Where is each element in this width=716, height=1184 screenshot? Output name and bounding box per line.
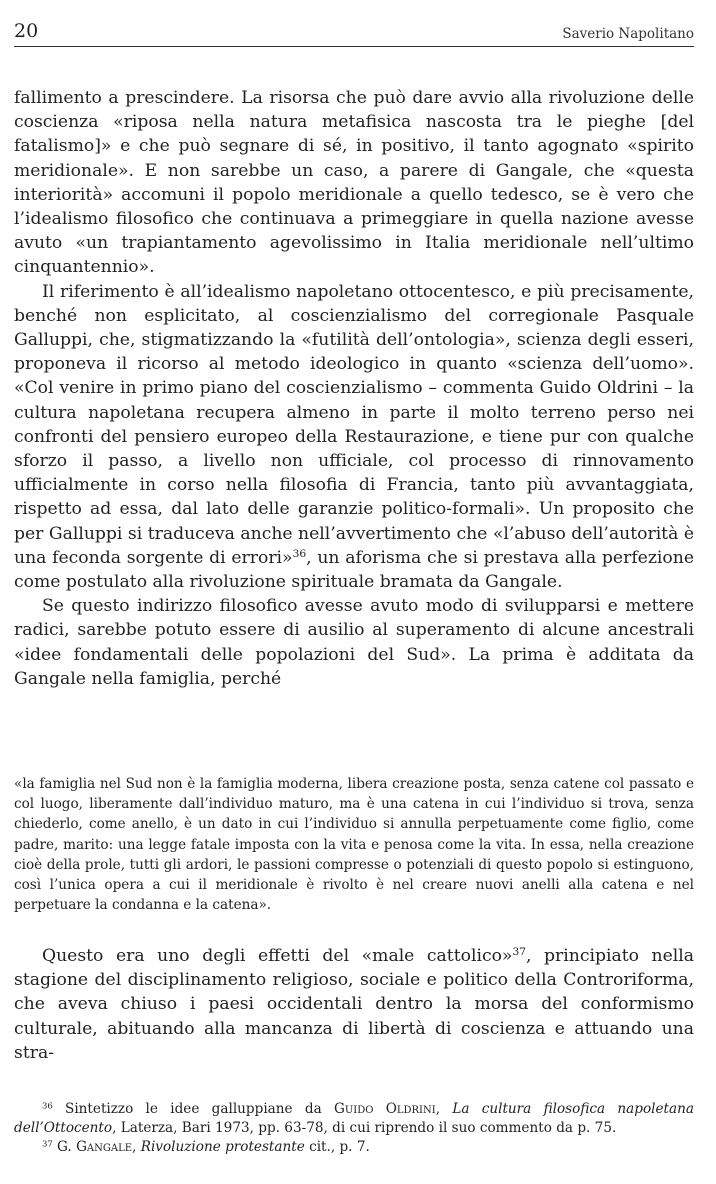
paragraph-4-text-cont: , principiato nella stagione del disciplinamento religioso, sociale e politico della Controriforma, che aveva chiuso i paesi occidentali dentro la morsa del conformismo culturale, abituando alla mancanza di libertà di coscienza e attuando una stra- xyxy=(14,946,695,1063)
footnote-ref-36[interactable]: 36 xyxy=(292,547,307,560)
footnote-lead: Sintetizzo le idee galluppiane da xyxy=(65,1101,322,1117)
paragraph-2 xyxy=(14,280,694,595)
footnote-author: Guido Oldrini xyxy=(333,1101,436,1117)
block-quote-text: «la famiglia nel Sud non è la famiglia moderna, libera creazione posta, senza catene col passato e col luogo, liberamente dall’individuo maturo, ma è una catena in cui l’individuo si trova, senza chiederlo, come anello, è un dato in cui l’individuo si annulla perpetuamente come figlio, come padre, marito: una legge fatale imposta con la vita e penosa come la vita. In essa, nella creazione cioè della prole, tutti gli ardori, le passioni compresse o potenziali di questo popolo si estinguono, così l’unica opera a cui il meridionale è rivolto è nel creare nuovi anelli alla catena e nel perpetuare la condanna e la catena». xyxy=(14,776,694,914)
footnote-number: 36 xyxy=(42,1100,53,1111)
paragraph-4 xyxy=(14,944,694,1065)
footnotes xyxy=(14,1100,694,1157)
footnote-number: 37 xyxy=(42,1138,53,1149)
block-quote xyxy=(14,774,694,915)
footnote-title: La cultura filosofica napoletana dell’Ottocento xyxy=(14,1101,694,1136)
footnote-rest: cit., p. 7. xyxy=(304,1139,370,1155)
footnote-title: Rivoluzione protestante xyxy=(140,1139,305,1155)
running-head-author: Saverio Napolitano xyxy=(562,26,694,42)
footnote-rest: , Laterza, Bari 1973, pp. 63-78, di cui riprendo il suo commento da p. 75. xyxy=(112,1120,617,1136)
running-header xyxy=(14,18,694,47)
paragraph-1: fallimento a prescindere. La risorsa che può dare avvio alla rivoluzione delle coscienza «riposa nella natura metafisica nascosta tra le pieghe [del fatalismo]» e che può segnare di sé, in positivo, il tanto agognato «spirito meridionale». E non sarebbe un caso, a parere di Gangale, che «questa interiorità» accomuni il popolo meridionale a quello tedesco, se è vero che l’idealismo filosofico che continuava a primeggiare in quella nazione avesse avuto «un trapiantamento agevolissimo in Italia meridionale nell’ultimo cinquantennio». xyxy=(14,88,694,278)
footnote-36: $^{36}$ Sintetizzo le idee galluppiane da Guido Oldrini, La cultura filosofica napoletana dell’Ottocento, Laterza, Bari 1973, pp. 63-78, di cui riprendo il suo commento da p. 75. xyxy=(14,1100,694,1136)
main-text xyxy=(14,86,694,691)
footnote-37: $^{37}$ G. Gangale, Rivoluzione protestante cit., p. 7. xyxy=(42,1138,370,1155)
paragraph-3: Se questo indirizzo filosofico avesse avuto modo di svilupparsi e mettere radici, sarebbe potuto essere di ausilio al superamento di alcune ancestrali «idee fondamentali delle popolazioni del Sud». La prima è additata da Gangale nella famiglia, perché xyxy=(14,596,694,689)
paragraph-2-text-cont: , un aforisma che si prestava alla perfezione come postulato alla rivoluzione spirituale bramata da Gangale. xyxy=(14,547,694,593)
paragraph-2-text: Il riferimento è all’idealismo napoletano ottocentesco, e più precisamente, benché non esplicitato, al coscienzialismo del corregionale Pasquale Galluppi, che, stigmatizzando la «futilità dell’ontologia», scienza degli esseri, proponeva il ricorso al metodo ideologico in quanto «scienza dell’uomo». «Col venire in primo piano del coscienzialismo – commenta Guido Oldrini – la cultura napoletana recupera almeno in parte il molto terreno perso nei confronti del pensiero europeo della Restaurazione, e tiene pur con qualche sforzo il passo, a livello non ufficiale, col processo di rinnovamento ufficialmente in corso nella filosofia di Francia, tanto più avvantaggiata, rispetto ad essa, dal lato delle garanzie politico-formali». Un proposito che per Galluppi si traduceva anche nell’avvertimento che «l’abuso dell’autorità è una feconda sorgente di errori» xyxy=(14,281,694,568)
book-page xyxy=(14,0,694,1184)
footnote-ref-37[interactable]: 37 xyxy=(512,945,527,959)
footnote-author: G. Gangale xyxy=(57,1139,133,1155)
page-number: 20 xyxy=(14,20,39,42)
paragraph-4-text: Questo era uno degli effetti del «male cattolico» xyxy=(42,946,513,966)
closing-text xyxy=(14,944,694,1065)
